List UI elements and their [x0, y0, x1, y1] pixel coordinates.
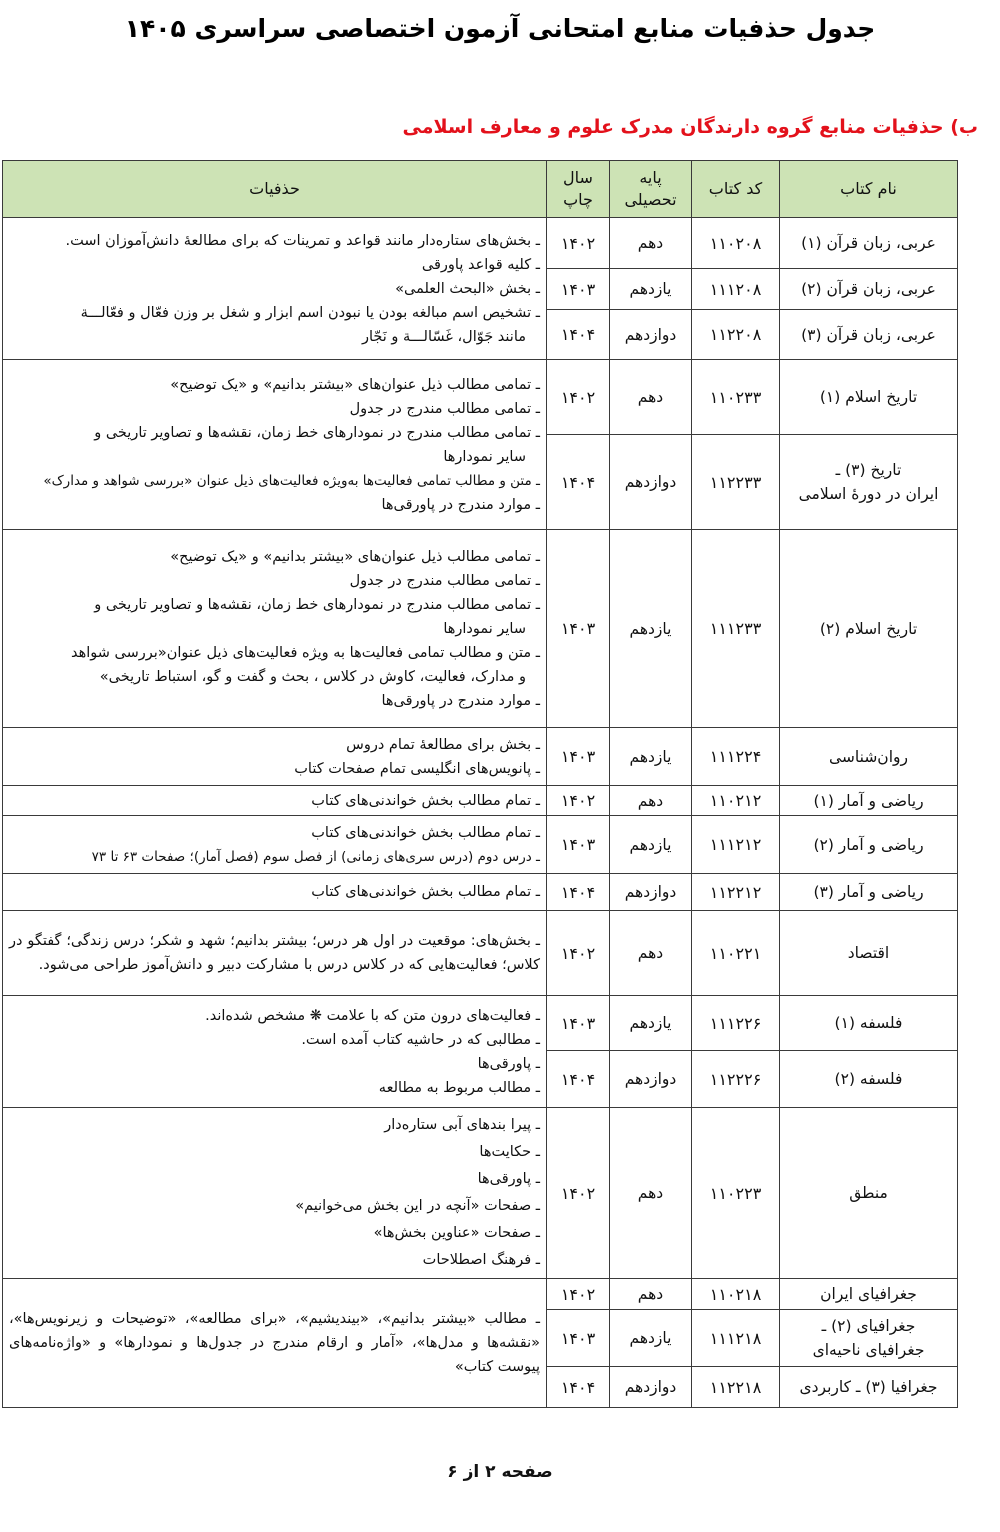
print-year: ۱۴۰۲	[547, 360, 610, 435]
book-grade: دهم	[610, 1108, 692, 1279]
print-year: ۱۴۰۲	[547, 218, 610, 269]
deletions-cell	[3, 218, 547, 360]
book-code: ۱۱۲۲۲۶	[692, 1051, 780, 1108]
page-number: صفحه ۲ از ۶	[447, 1462, 553, 1482]
book-code: ۱۱۰۲۰۸	[692, 218, 780, 269]
deletion-item: ـ تمام مطالب بخش خواندنی‌های کتاب	[311, 792, 540, 809]
deletion-item: ـ پاورقی‌ها	[477, 1171, 540, 1187]
header-year	[547, 161, 610, 218]
deletion-item: ـ کلیه قواعد پاورقی	[421, 256, 540, 273]
book-name-line1: تاریخ (۳) ـ	[835, 461, 902, 479]
book-grade: دهم	[610, 786, 692, 816]
table-row	[3, 530, 958, 728]
print-year: ۱۴۰۲	[547, 911, 610, 996]
print-year: ۱۴۰۲	[547, 1279, 610, 1310]
deletions-cell	[3, 360, 547, 530]
book-name: جغرافیا (۳) ـ کاربردی	[780, 1367, 958, 1408]
book-code: ۱۱۱۲۳۳	[692, 530, 780, 728]
header-grade	[610, 161, 692, 218]
deletion-item: ـ پانویس‌های انگلیسی تمام صفحات کتاب	[294, 760, 540, 777]
print-year: ۱۴۰۴	[547, 310, 610, 360]
print-year: ۱۴۰۲	[547, 786, 610, 816]
print-year: ۱۴۰۴	[547, 874, 610, 911]
book-name	[780, 1310, 958, 1367]
book-name: روان‌شناسی	[780, 728, 958, 786]
deletion-item: ـ بخش برای مطالعهٔ تمام دروس	[346, 736, 540, 753]
book-grade: دهم	[610, 911, 692, 996]
deletion-item: ـ بخش‌های ستاره‌دار مانند قواعد و تمرینات که برای مطالعهٔ دانش‌آموزان است.	[65, 232, 540, 249]
deletion-item: ـ تشخیص اسم مبالغه بودن یا نبودن اسم ابزار و شغل بر وزن فعّال و فعّالـــة	[80, 304, 540, 321]
book-code: ۱۱۲۲۳۳	[692, 435, 780, 530]
document-title: جدول حذفیات منابع امتحانی آزمون اختصاصی سراسری ۱۴۰۵	[124, 14, 876, 43]
deletion-item: ـ مطالب مربوط به مطالعه	[378, 1079, 540, 1096]
deletions-table	[2, 160, 958, 1408]
book-name: ریاضی و آمار (۲)	[780, 816, 958, 874]
book-code: ۱۱۱۲۱۸	[692, 1310, 780, 1367]
deletions-cell	[3, 1279, 547, 1408]
book-code: ۱۱۰۲۱۲	[692, 786, 780, 816]
deletion-item: ـ مطالب «بیشتر بدانیم»، «بیندیشیم»، «برای مطالعه»، «توضیحات و زیرنویس‌ها»، «نقشه‌ها و مدل‌ها»، «آمار و ارقام مندرج در جدول‌ها و نمودارها» و «واژه‌نامه‌های پیوست کتاب»	[9, 1311, 540, 1375]
deletions-cell	[3, 874, 547, 911]
print-year: ۱۴۰۳	[547, 996, 610, 1051]
deletion-item: مانند جَوّال، غَسّالـــة و نَجّار	[361, 328, 526, 345]
book-code: ۱۱۱۲۰۸	[692, 269, 780, 310]
print-year: ۱۴۰۳	[547, 728, 610, 786]
book-grade: یازدهم	[610, 530, 692, 728]
deletion-item: ـ تمامی مطالب مندرج در جدول	[349, 400, 540, 417]
book-name: تاریخ اسلام (۲)	[780, 530, 958, 728]
print-year: ۱۴۰۳	[547, 1310, 610, 1367]
deletion-item: ـ تمام مطالب بخش خواندنی‌های کتاب	[311, 824, 540, 841]
section-subtitle: ب) حذفیات منابع گروه دارندگان مدرک علوم و معارف اسلامی	[402, 116, 978, 138]
book-grade: دوازدهم	[610, 310, 692, 360]
deletion-item: ـ فعالیت‌های درون متن که با علامت ❋ مشخص شده‌اند.	[205, 1007, 540, 1024]
header-grade-line1: پایه	[639, 168, 662, 187]
deletions-cell	[3, 530, 547, 728]
table-row	[3, 1279, 958, 1310]
deletions-cell	[3, 1108, 547, 1279]
deletions-cell	[3, 786, 547, 816]
deletion-item: و مدارک، فعالیت، کاوش در کلاس ، بحث و گفت و گو، استباط تاریخی»	[99, 668, 526, 685]
deletion-item: ـ صفحات «عناوین بخش‌ها»	[373, 1225, 540, 1241]
book-name: عربی، زبان قرآن (۳)	[780, 310, 958, 360]
book-grade: یازدهم	[610, 996, 692, 1051]
book-code: ۱۱۰۲۱۸	[692, 1279, 780, 1310]
header-book-code: کد کتاب	[692, 161, 780, 218]
book-name: عربی، زبان قرآن (۲)	[780, 269, 958, 310]
deletion-item: ـ پاورقی‌ها	[477, 1055, 540, 1072]
book-name: ریاضی و آمار (۱)	[780, 786, 958, 816]
deletion-item: سایر نمودارها	[443, 620, 526, 637]
print-year: ۱۴۰۳	[547, 816, 610, 874]
deletions-cell	[3, 728, 547, 786]
table-row	[3, 786, 958, 816]
book-name: اقتصاد	[780, 911, 958, 996]
header-deletions: حذفیات	[3, 161, 547, 218]
book-grade: دهم	[610, 218, 692, 269]
book-grade: دوازدهم	[610, 435, 692, 530]
deletion-item: ـ بخش‌های: موقعیت در اول هر درس؛ بیشتر بدانیم؛ شهد و شکر؛ درس زندگی؛ گفتگو در کلاس؛ فعالیت‌هایی که در کلاس درس با مشارکت دبیر و دانش‌آموز طراحی می‌شود.	[9, 933, 540, 973]
book-grade: یازدهم	[610, 728, 692, 786]
book-name: ریاضی و آمار (۳)	[780, 874, 958, 911]
book-name-line1: جغرافیای (۲) ـ	[821, 1317, 916, 1335]
book-code: ۱۱۱۲۱۲	[692, 816, 780, 874]
print-year: ۱۴۰۳	[547, 530, 610, 728]
book-code: ۱۱۱۲۲۴	[692, 728, 780, 786]
table-row	[3, 911, 958, 996]
deletion-item: ـ بخش «البحث العلمی»	[395, 280, 540, 297]
print-year: ۱۴۰۳	[547, 269, 610, 310]
deletion-item: ـ تمامی مطالب مندرج در نمودارهای خط زمان، نقشه‌ها و تصاویر تاریخی و	[94, 424, 540, 441]
book-code: ۱۱۰۲۳۳	[692, 360, 780, 435]
table-header-row	[3, 161, 958, 218]
deletion-item: ـ پیرا بندهای آبی ستاره‌دار	[384, 1117, 540, 1133]
book-code: ۱۱۲۲۰۸	[692, 310, 780, 360]
book-grade: دوازدهم	[610, 1367, 692, 1408]
book-grade: دوازدهم	[610, 874, 692, 911]
book-name: منطق	[780, 1108, 958, 1279]
header-grade-line2: تحصیلی	[624, 190, 677, 209]
table-row	[3, 218, 958, 269]
book-grade: دهم	[610, 1279, 692, 1310]
deletion-item: ـ تمام مطالب بخش خواندنی‌های کتاب	[311, 884, 540, 900]
header-year-line2: چاپ	[563, 190, 593, 209]
header-year-line1: سال	[563, 168, 593, 187]
book-grade: یازدهم	[610, 269, 692, 310]
book-name: عربی، زبان قرآن (۱)	[780, 218, 958, 269]
book-name	[780, 435, 958, 530]
print-year: ۱۴۰۴	[547, 435, 610, 530]
deletion-item: ـ موارد مندرج در پاورقی‌ها	[381, 496, 540, 513]
deletion-item: ـ تمامی مطالب ذیل عنوان‌های «بیشتر بدانیم» و «یک توضیح»	[170, 376, 540, 393]
table-row	[3, 874, 958, 911]
deletion-item: ـ تمامی مطالب مندرج در نمودارهای خط زمان، نقشه‌ها و تصاویر تاریخی و	[94, 596, 540, 613]
book-grade: یازدهم	[610, 1310, 692, 1367]
table-row	[3, 360, 958, 435]
book-code: ۱۱۲۲۱۲	[692, 874, 780, 911]
book-name: فلسفه (۲)	[780, 1051, 958, 1108]
book-name-line2: ایران در دورهٔ اسلامی	[798, 485, 939, 503]
book-grade: یازدهم	[610, 816, 692, 874]
deletion-item: ـ درس دوم (درس سری‌های زمانی) از فصل سوم (فصل آمار)؛ صفحات ۶۳ تا ۷۳	[91, 848, 540, 865]
deletion-item: ـ تمامی مطالب ذیل عنوان‌های «بیشتر بدانیم» و «یک توضیح»	[170, 548, 540, 565]
print-year: ۱۴۰۴	[547, 1051, 610, 1108]
deletion-item: ـ متن و مطالب تمامی فعالیت‌ها به‌ویژه فعالیت‌های ذیل عنوان «بررسی شواهد و مدارک»	[43, 472, 540, 489]
print-year: ۱۴۰۴	[547, 1367, 610, 1408]
book-name: فلسفه (۱)	[780, 996, 958, 1051]
book-grade: دوازدهم	[610, 1051, 692, 1108]
table-row	[3, 816, 958, 874]
deletion-item: ـ حکایت‌ها	[479, 1144, 540, 1160]
deletion-item: سایر نمودارها	[443, 448, 526, 465]
deletions-cell	[3, 816, 547, 874]
book-code: ۱۱۱۲۲۶	[692, 996, 780, 1051]
table-row	[3, 1108, 958, 1279]
book-name-line2: جغرافیای ناحیه‌ای	[812, 1341, 925, 1359]
deletion-item: ـ موارد مندرج در پاورقی‌ها	[381, 692, 540, 709]
book-code: ۱۱۰۲۲۱	[692, 911, 780, 996]
table-row	[3, 728, 958, 786]
deletion-item: ـ مطالبی که در حاشیه کتاب آمده است.	[301, 1031, 540, 1048]
deletions-cell	[3, 911, 547, 996]
print-year: ۱۴۰۲	[547, 1108, 610, 1279]
book-code: ۱۱۲۲۱۸	[692, 1367, 780, 1408]
deletion-item: ـ صفحات «آنچه در این بخش می‌خوانیم»	[295, 1198, 540, 1214]
deletion-item: ـ فرهنگ اصطلاحات	[422, 1252, 540, 1268]
deletions-cell	[3, 996, 547, 1108]
deletion-item: ـ متن و مطالب تمامی فعالیت‌ها به ویژه فعالیت‌های ذیل عنوان«بررسی شواهد	[71, 644, 540, 661]
book-code: ۱۱۰۲۲۳	[692, 1108, 780, 1279]
book-name: جغرافیای ایران	[780, 1279, 958, 1310]
table-row	[3, 996, 958, 1051]
book-grade: دهم	[610, 360, 692, 435]
book-name: تاریخ اسلام (۱)	[780, 360, 958, 435]
header-book-name: نام کتاب	[780, 161, 958, 218]
deletion-item: ـ تمامی مطالب مندرج در جدول	[349, 572, 540, 589]
